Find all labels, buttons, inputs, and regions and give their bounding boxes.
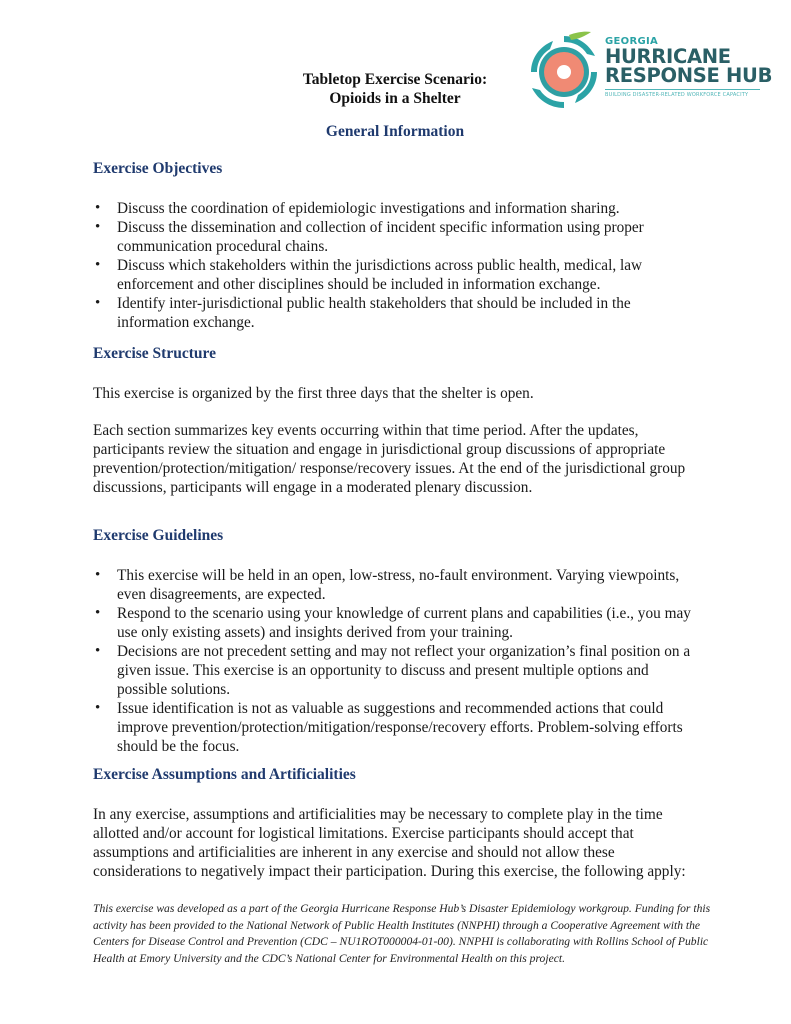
document-title-line2: Opioids in a Shelter (329, 90, 461, 107)
guideline-item: • Issue identification is not as valuable as suggestions and recommended actions that could improve prevention/protection/mitigation/response/recovery efforts. Problem-solving efforts should be the focus. (93, 699, 693, 756)
objective-item: • Discuss the coordination of epidemiologic investigations and information sharing. (93, 199, 693, 218)
funding-footnote: This exercise was developed as a part of the Georgia Hurricane Response Hub’s Disaster Epidemiology workgroup. Funding for this activity has been provided to the National Network of Public Health Institutes (NNPHI) through a Cooperative Agreement with the Centers for Disease Control and Prevention (CDC – NU1ROT000004-01-00). NNPHI is collaborating with Rollins School of Public Health at Emory University and the CDC’s National Center for Environmental Health on this project. (93, 902, 711, 965)
logo-response-hub-text: RESPONSE HUB (605, 64, 773, 87)
georgia-hurricane-response-hub-logo (525, 30, 773, 112)
structure-heading: Exercise Structure (93, 345, 216, 362)
guidelines-list (93, 566, 693, 756)
guideline-item: • Respond to the scenario using your knowledge of current plans and capabilities (i.e., you may use only existing assets) and insights derived from your training. (93, 604, 693, 642)
objectives-heading: Exercise Objectives (93, 160, 223, 177)
document-title (250, 70, 540, 108)
logo-tagline: BUILDING DISASTER-RELATED WORKFORCE CAPACITY (605, 92, 749, 98)
objective-item: • Discuss the dissemination and collection of incident specific information using proper communication procedural chains. (93, 218, 693, 256)
assumptions-heading: Exercise Assumptions and Artificialities (93, 766, 356, 783)
structure-paragraph-1: This exercise is organized by the first three days that the shelter is open. (93, 385, 534, 402)
logo-georgia-text: GEORGIA (605, 36, 659, 47)
logo-divider (605, 89, 760, 90)
document-title-line1: Tabletop Exercise Scenario: (302, 71, 488, 88)
assumptions-paragraph: In any exercise, assumptions and artificialities may be necessary to complete play in the time allotted and/or account for logistical limitations. Exercise participants should accept that assumptions and artificialities are inherent in any exercise and should not allow these considerations to negatively impact their participation. During this exercise, the following apply: (93, 806, 686, 880)
objective-item: • Discuss which stakeholders within the jurisdictions across public health, medical, law enforcement and other disciplines should be included in information exchange. (93, 256, 693, 294)
logo-hurricane-text: HURRICANE (605, 45, 731, 68)
guideline-item: • Decisions are not precedent setting and may not reflect your organization’s final position on a given issue. This exercise is an opportunity to discuss and present multiple options and possible solutions. (93, 642, 693, 699)
guideline-item: • This exercise will be held in an open, low-stress, no-fault environment. Varying viewpoints, even disagreements, are expected. (93, 566, 693, 604)
objective-item: • Identify inter-jurisdictional public health stakeholders that should be included in the information exchange. (93, 294, 693, 332)
structure-paragraph-2: Each section summarizes key events occurring within that time period. After the updates, participants review the situation and engage in jurisdictional group discussions of appropriate prevention/protection/mitigation/ response/recovery issues. At the end of the jurisdictional group discussions, participants will engage in a moderated plenary discussion. (93, 422, 686, 496)
guidelines-heading: Exercise Guidelines (93, 527, 224, 544)
objectives-list (93, 199, 693, 332)
logo-wordmark (605, 36, 773, 98)
general-information-heading: General Information (325, 123, 465, 140)
